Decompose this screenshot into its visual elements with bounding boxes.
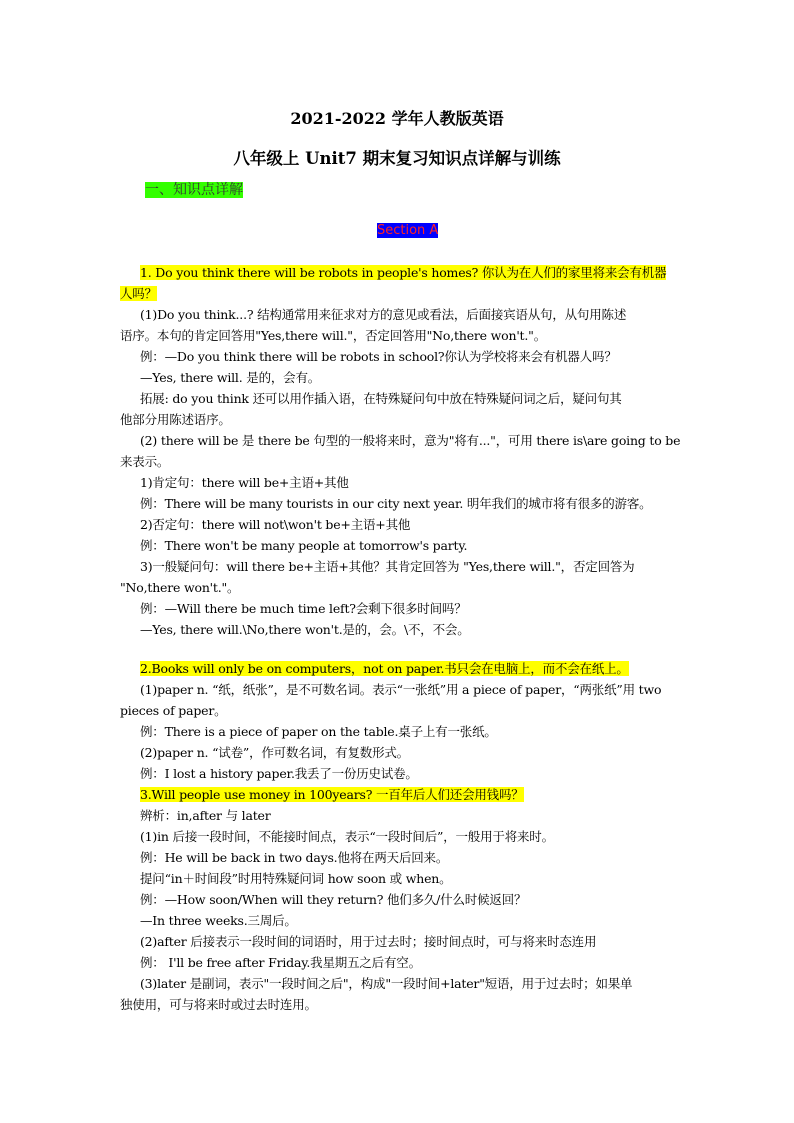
- point-3-question: 3.Will people use money in 100years? 一百年后人们还会用钱吗？: [140, 787, 524, 802]
- example-line: —In three weeks.三周后。: [140, 913, 297, 928]
- example-line: 例：There is a piece of paper on the table.桌子上有一张纸。: [140, 724, 497, 739]
- example-line: 例： I'll be free after Friday.我星期五之后有空。: [140, 955, 421, 970]
- example-line: —Yes, there will.\No,there won't.是的，会。\不，不会。: [140, 622, 470, 637]
- text-line: (1)Do you think...? 结构通常用来征求对方的意见或看法，后面接宾语从句，从句用陈述: [140, 307, 627, 322]
- example-line: —Yes, there will. 是的，会有。: [140, 370, 321, 385]
- text-line: "No,there won't."。: [120, 580, 240, 595]
- text-line: 拓展: do you think 还可以用作插入语，在特殊疑问句中放在特殊疑问词之后，疑问句其: [140, 391, 622, 406]
- text-line: pieces of paper。: [120, 703, 227, 718]
- point-1-question: 1. Do you think there will be robots in people's homes? 你认为在人们的家里将来会有机器: [140, 265, 667, 280]
- text-line: 提问“in＋时间段”时用特殊疑问词 how soon 或 when。: [140, 871, 452, 886]
- text-line: 来表示。: [120, 454, 170, 469]
- text-line: 1)肯定句：there will be+主语+其他: [140, 475, 349, 490]
- text-line: (1)in 后接一段时间，不能接时间点，表示“一段时间后”，一般用于将来时。: [140, 829, 554, 844]
- text-line: (2)paper n. “试卷”，作可数名词，有复数形式。: [140, 745, 409, 760]
- example-line: 例：I lost a history paper.我丢了一份历史试卷。: [140, 766, 418, 781]
- text-line: (2) there will be 是 there be 句型的一般将来时，意为"将有..."，可用 there is\are going to be: [140, 433, 681, 448]
- example-line: 例：—Do you think there will be robots in school?你认为学校将来会有机器人吗？: [140, 349, 617, 364]
- example-line: 例：There won't be many people at tomorrow's party.: [140, 538, 468, 553]
- text-line: 辨析：in,after 与 later: [140, 808, 271, 823]
- point-1-question-cont: 人吗？: [120, 286, 157, 301]
- example-line: 例：He will be back in two days.他将在两天后回来。: [140, 850, 449, 865]
- text-line: 3)一般疑问句：will there be+主语+其他？其肯定回答为 "Yes,there will."，否定回答为: [140, 559, 635, 574]
- text-line: 他部分用陈述语序。: [120, 412, 231, 427]
- doc-title-line1: 2021-2022 学年人教版英语: [290, 109, 504, 128]
- text-line: 独使用，可与将来时或过去时连用。: [120, 997, 317, 1012]
- knowledge-heading: 一、知识点详解: [145, 182, 243, 198]
- text-line: (3)later 是副词，表示"一段时间之后"，构成"一段时间+later"短语，用于过去时；如果单: [140, 976, 633, 991]
- example-line: 例：—How soon/When will they return? 他们多久/什么时候返回？: [140, 892, 527, 907]
- text-line: 语序。本句的肯定回答用"Yes,there will."，否定回答用"No,there won't."。: [120, 328, 546, 343]
- point-2-question: 2.Books will only be on computers，not on paper.书只会在电脑上，而不会在纸上。: [140, 661, 629, 676]
- text-line: (2)after 后接表示一段时间的词语时，用于过去时；接时间点时，可与将来时态连用: [140, 934, 597, 949]
- text-line: (1)paper n. “纸，纸张”，是不可数名词。表示“一张纸”用 a piece of paper，“两张纸”用 two: [140, 682, 662, 697]
- doc-title-line2: 八年级上 Unit7 期末复习知识点详解与训练: [233, 149, 561, 168]
- text-line: 2)否定句：there will not\won't be+主语+其他: [140, 517, 411, 532]
- section-a-label: Section A: [377, 223, 439, 238]
- example-line: 例：—Will there be much time left?会剩下很多时间吗？: [140, 601, 467, 616]
- example-line: 例：There will be many tourists in our city next year. 明年我们的城市将有很多的游客。: [140, 496, 652, 511]
